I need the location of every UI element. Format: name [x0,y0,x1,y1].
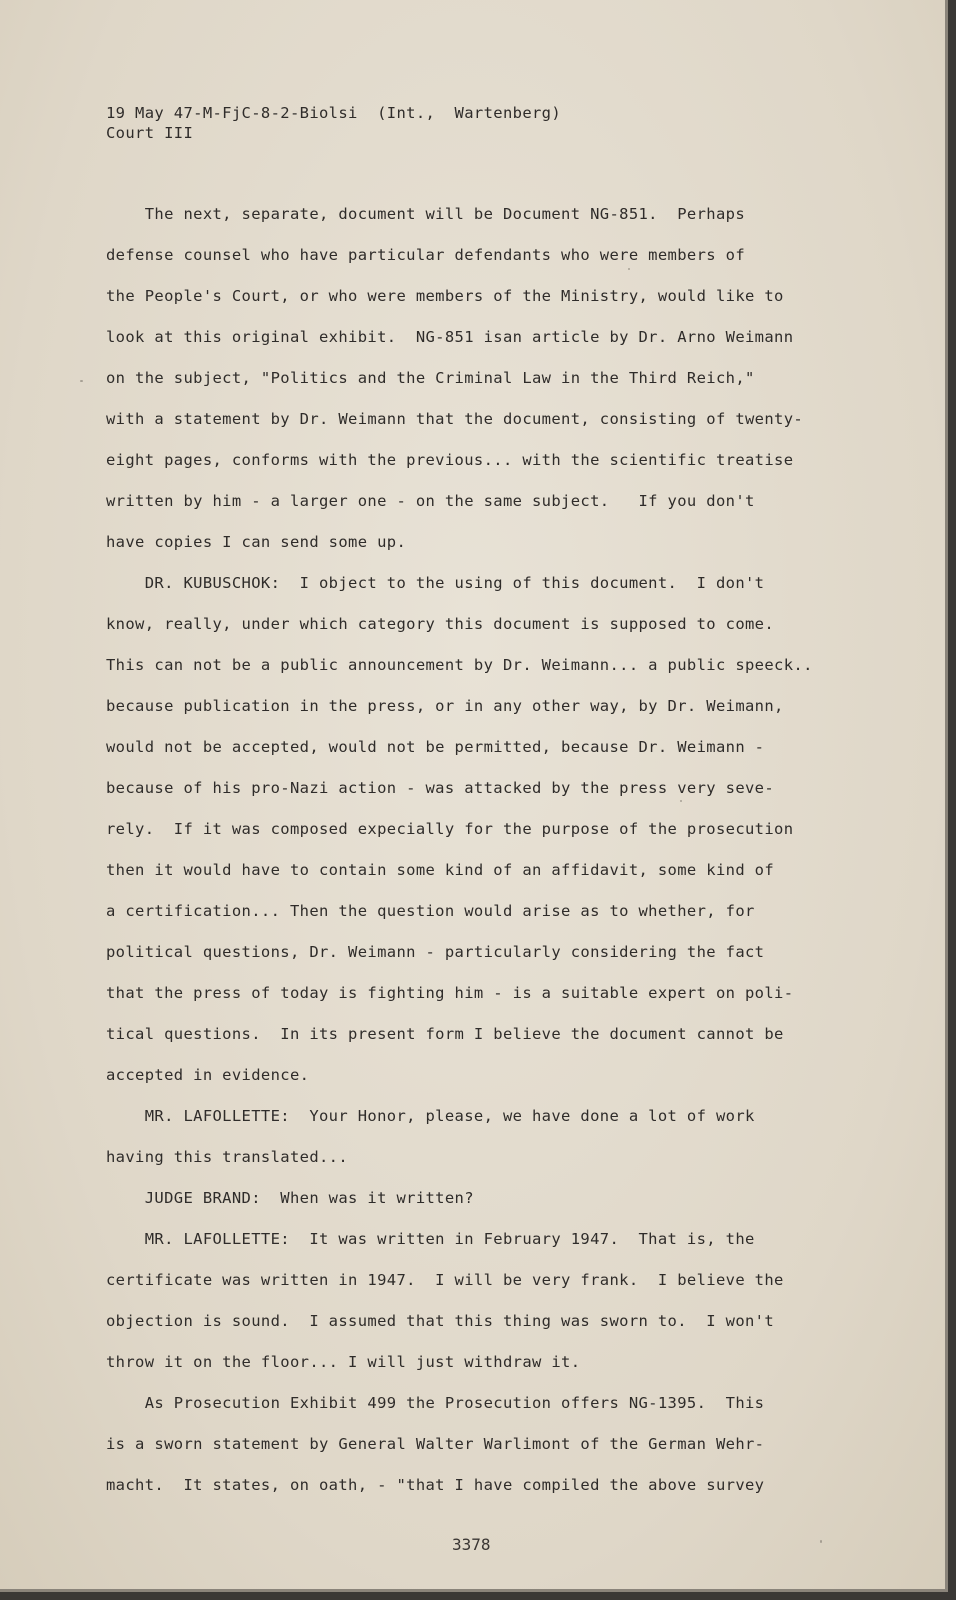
transcript-line: on the subject, "Politics and the Criminal Law in the Third Reich," [106,369,755,387]
transcript-line: because of his pro-Nazi action - was attacked by the press very seve- [106,779,775,797]
transcript-line: have copies I can send some up. [106,533,407,551]
transcript-line: As Prosecution Exhibit 499 the Prosecution offers NG-1395. This [106,1394,765,1412]
transcript-line: having this translated... [106,1148,349,1166]
transcript-line: know, really, under which category this document is supposed to come. [106,615,775,633]
transcript-line: the People's Court, or who were members of the Ministry, would like to [106,287,784,305]
transcript-line: The next, separate, document will be Document NG-851. Perhaps [106,205,745,223]
paper-speck [820,1540,822,1543]
transcript-line: This can not be a public announcement by Dr. Weimann... a public speeck.. [106,656,813,674]
paper-speck [628,268,630,270]
transcript-line: tical questions. In its present form I believe the document cannot be [106,1025,784,1043]
transcript-line: political questions, Dr. Weimann - particularly considering the fact [106,943,765,961]
transcript-line: accepted in evidence. [106,1066,310,1084]
transcript-line: is a sworn statement by General Walter Warlimont of the German Wehr- [106,1435,765,1453]
transcript-line: defense counsel who have particular defendants who were members of [106,246,745,264]
header-transcript-id: 19 May 47-M-FjC-8-2-Biolsi (Int., Wartenberg) [106,104,562,122]
transcript-line: because publication in the press, or in any other way, by Dr. Weimann, [106,697,784,715]
transcript-line: that the press of today is fighting him - is a suitable expert on poli- [106,984,794,1002]
paper-speck [680,800,682,802]
transcript-line: MR. LAFOLLETTE: It was written in February 1947. That is, the [106,1230,755,1248]
transcript-line: rely. If it was composed expecially for the purpose of the prosecution [106,820,794,838]
transcript-line: eight pages, conforms with the previous... with the scientific treatise [106,451,794,469]
transcript-line: would not be accepted, would not be permitted, because Dr. Weimann - [106,738,765,756]
header-court: Court III [106,124,194,142]
transcript-line: JUDGE BRAND: When was it written? [106,1189,474,1207]
paper-speck [80,380,83,382]
transcript-line: throw it on the floor... I will just withdraw it. [106,1353,581,1371]
transcript-line: DR. KUBUSCHOK: I object to the using of this document. I don't [106,574,765,592]
transcript-line: certificate was written in 1947. I will be very frank. I believe the [106,1271,784,1289]
transcript-line: objection is sound. I assumed that this thing was sworn to. I won't [106,1312,775,1330]
transcript-line: with a statement by Dr. Weimann that the document, consisting of twenty- [106,410,804,428]
transcript-line: look at this original exhibit. NG-851 isan article by Dr. Arno Weimann [106,328,794,346]
transcript-line: a certification... Then the question would arise as to whether, for [106,902,755,920]
page-number: 3378 [452,1535,491,1554]
transcript-line: written by him - a larger one - on the same subject. If you don't [106,492,755,510]
transcript-line: then it would have to contain some kind of an affidavit, some kind of [106,861,775,879]
transcript-line: macht. It states, on oath, - "that I have compiled the above survey [106,1476,765,1494]
transcript-line: MR. LAFOLLETTE: Your Honor, please, we have done a lot of work [106,1107,755,1125]
